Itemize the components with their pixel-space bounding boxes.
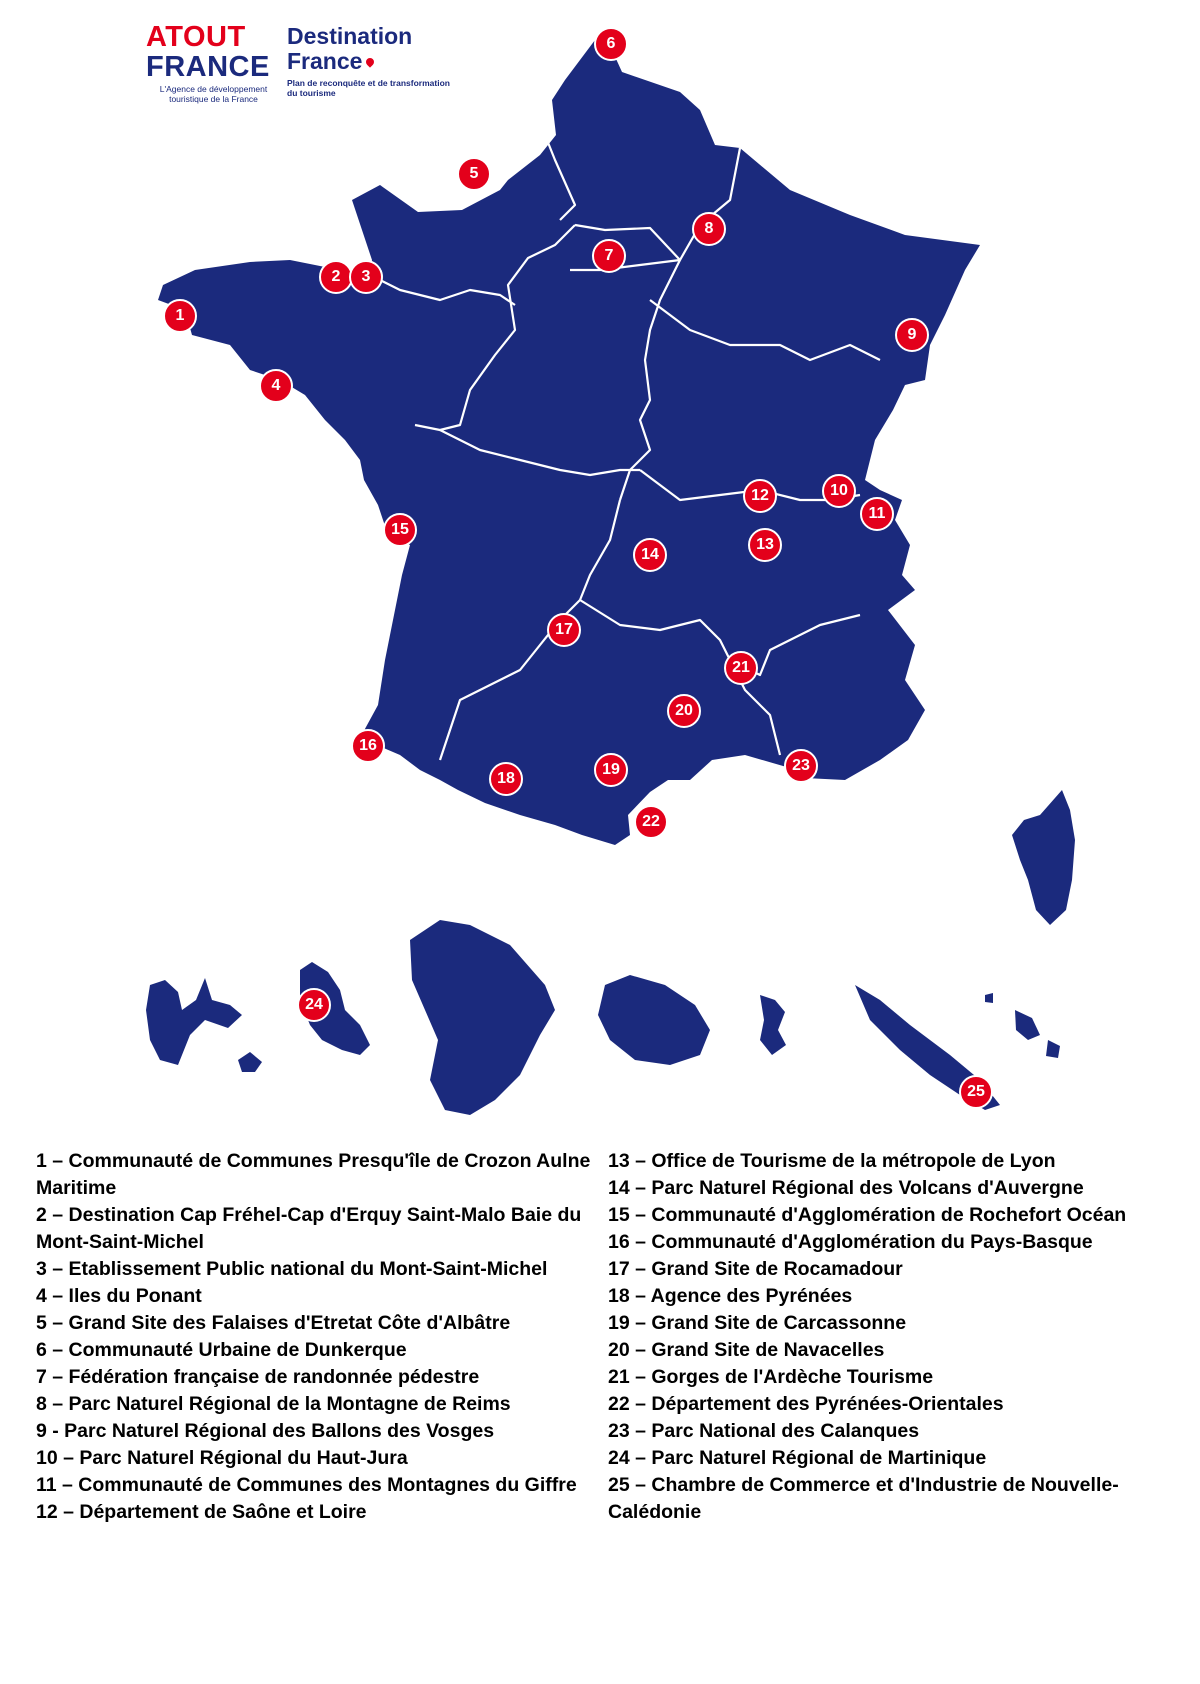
map-marker-20: 20 (667, 694, 701, 728)
map-marker-19: 19 (594, 753, 628, 787)
map-marker-5: 5 (457, 157, 491, 191)
overseas-territories (146, 920, 1060, 1115)
map-marker-25: 25 (959, 1075, 993, 1109)
legend-item-1: 1 – Communauté de Communes Presqu'île de Crozon Aulne Maritime (36, 1150, 591, 1199)
map-marker-16: 16 (351, 729, 385, 763)
map-marker-14: 14 (633, 538, 667, 572)
map-marker-18: 18 (489, 762, 523, 796)
guadeloupe (146, 978, 242, 1065)
mainland-france (158, 36, 980, 845)
metropolitan-france (158, 36, 1075, 925)
map-marker-22: 22 (634, 805, 668, 839)
map-marker-23: 23 (784, 749, 818, 783)
legend-item-15: 15 – Communauté d'Agglomération de Rochefort Océan (608, 1204, 1127, 1226)
legend-item-6: 6 – Communauté Urbaine de Dunkerque (36, 1339, 407, 1361)
map-marker-8: 8 (692, 212, 726, 246)
legend-item-10: 10 – Parc Naturel Régional du Haut-Jura (36, 1447, 408, 1469)
legend-item-11: 11 – Communauté de Communes des Montagnes du Giffre (36, 1474, 577, 1496)
mayotte (760, 995, 786, 1055)
legend-item-21: 21 – Gorges de l'Ardèche Tourisme (608, 1366, 934, 1388)
legend-item-19: 19 – Grand Site de Carcassonne (608, 1312, 907, 1334)
legend-item-22: 22 – Département des Pyrénées-Orientales (608, 1393, 1004, 1415)
small-island (985, 993, 993, 1003)
map-marker-17: 17 (547, 613, 581, 647)
legend-item-7: 7 – Fédération française de randonnée pédestre (36, 1366, 480, 1388)
map-marker-24: 24 (297, 988, 331, 1022)
map-marker-2: 2 (319, 260, 353, 294)
map-marker-1: 1 (163, 299, 197, 333)
destination-logo-word: Destination (287, 23, 413, 49)
futuna-islands (1046, 1040, 1060, 1058)
reunion (598, 975, 710, 1065)
legend-right-column (608, 1148, 1168, 1526)
france-logo-word: FRANCE (146, 51, 270, 83)
legend-item-9: 9 - Parc Naturel Régional des Ballons des Vosges (36, 1420, 495, 1442)
legend-item-25: 25 – Chambre de Commerce et d'Industrie de Nouvelle-Calédonie (608, 1474, 1119, 1523)
legend-left-column (36, 1148, 596, 1526)
france-logo-word-2: France (287, 48, 363, 74)
legend-item-8: 8 – Parc Naturel Régional de la Montagne de Reims (36, 1393, 511, 1415)
legend-item-18: 18 – Agence des Pyrénées (608, 1285, 853, 1307)
legend-item-2: 2 – Destination Cap Fréhel-Cap d'Erquy Saint-Malo Baie du Mont-Saint-Michel (36, 1204, 582, 1253)
legend-item-20: 20 – Grand Site de Navacelles (608, 1339, 885, 1361)
wallis-islands (1015, 1010, 1040, 1040)
marie-galante (238, 1052, 262, 1072)
map-marker-12: 12 (743, 479, 777, 513)
legend-item-17: 17 – Grand Site de Rocamadour (608, 1258, 903, 1280)
map-marker-10: 10 (822, 474, 856, 508)
map-marker-7: 7 (592, 239, 626, 273)
map-marker-3: 3 (349, 260, 383, 294)
map-marker-11: 11 (860, 497, 894, 531)
destination-tagline: Plan de reconquête et de transformation du tourisme (287, 78, 450, 98)
legend-item-13: 13 – Office de Tourisme de la métropole de Lyon (608, 1150, 1056, 1172)
french-guiana (410, 920, 555, 1115)
map-marker-13: 13 (748, 528, 782, 562)
map-marker-15: 15 (383, 513, 417, 547)
map-marker-4: 4 (259, 369, 293, 403)
corsica (1012, 790, 1075, 925)
legend-item-23: 23 – Parc National des Calanques (608, 1420, 920, 1442)
legend-item-14: 14 – Parc Naturel Régional des Volcans d'Auvergne (608, 1177, 1084, 1199)
legend-item-4: 4 – Iles du Ponant (36, 1285, 202, 1307)
legend-item-24: 24 – Parc Naturel Régional de Martinique (608, 1447, 987, 1469)
legend-item-16: 16 – Communauté d'Agglomération du Pays-Basque (608, 1231, 1093, 1253)
map-marker-6: 6 (594, 27, 628, 61)
map-marker-9: 9 (895, 318, 929, 352)
legend-item-5: 5 – Grand Site des Falaises d'Etretat Côte d'Albâtre (36, 1312, 511, 1334)
legend-item-12: 12 – Département de Saône et Loire (36, 1501, 367, 1523)
atout-logo-word: ATOUT (146, 21, 246, 53)
legend-item-3: 3 – Etablissement Public national du Mont-Saint-Michel (36, 1258, 548, 1280)
map-marker-21: 21 (724, 651, 758, 685)
atout-tagline: L'Agence de développement touristique de la France (159, 84, 268, 104)
